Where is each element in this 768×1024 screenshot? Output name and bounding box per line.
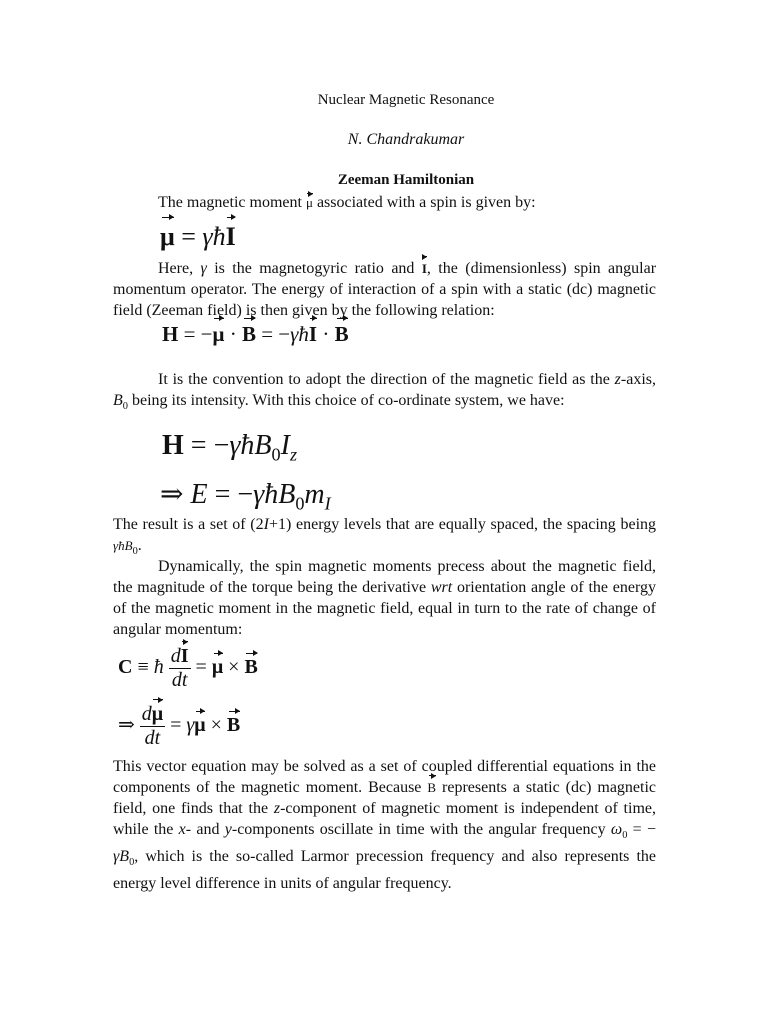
paragraph-convention: It is the convention to adopt the direction of the magnetic field as the z-axis, $B_0$ being its intensity. With this choice of co-ordinate system, we have: [113, 371, 657, 413]
equation-precession: ⇒ $\frac{d\mu}{dt}$ = γμ × B [118, 703, 241, 749]
paragraph-larmor: This vector equation may be solved as a set of coupled differential equations in the components of the magnetic moment. Because B represents a static (dc) magnetic field, one finds that the z-component of magnetic moment is independent of time, while the x- and y-components oscillate in time with the angular frequency $\omega_0$ = − $\gamma B_0$, which is the so-called Larmor precession frequency and also represents the energy level difference in units of angular frequency. [113, 758, 657, 893]
section-heading: Zeeman Hamiltonian [337, 172, 475, 188]
equation-zeeman: $H = -\gamma ħB_0I_z$ [162, 430, 298, 465]
equation-magnetic-moment: μ = γħI [160, 222, 236, 251]
page-title: Nuclear Magnetic Resonance [317, 92, 495, 108]
equation-torque: C ≡ ħ $\frac{dI}{dt}$ = μ × B [118, 645, 258, 691]
paragraph-energy-levels: The result is a set of (2I+1) energy levels that are equally spaced, the spacing being γħB$_0$. [113, 516, 657, 558]
paragraph-dynamics: Dynamically, the spin magnetic moments precess about the magnetic field, the magnitude of the torque being the derivative wrt orientation angle of the energy of the magnetic moment in the magnetic field, equal in turn to the rate of change of angular momentum: [113, 558, 657, 638]
paragraph-intro: The magnetic moment μ associated with a spin is given by: [158, 194, 536, 211]
paragraph-gyromagnetic: Here, γ is the magnetogyric ratio and I, the (dimensionless) spin angular momentum operator. The energy of interaction of a spin with a static (dc) magnetic field (Zeeman field) is then given by the following relation: [113, 260, 657, 319]
author-name: N. Chandrakumar [347, 131, 465, 148]
mu-symbol: μ [305, 195, 313, 210]
equation-hamiltonian: H = −μ · B = −γħI · B [162, 322, 349, 346]
equation-energy: ⇒ $E = -\gamma ħB_0m_I$ [160, 479, 331, 514]
